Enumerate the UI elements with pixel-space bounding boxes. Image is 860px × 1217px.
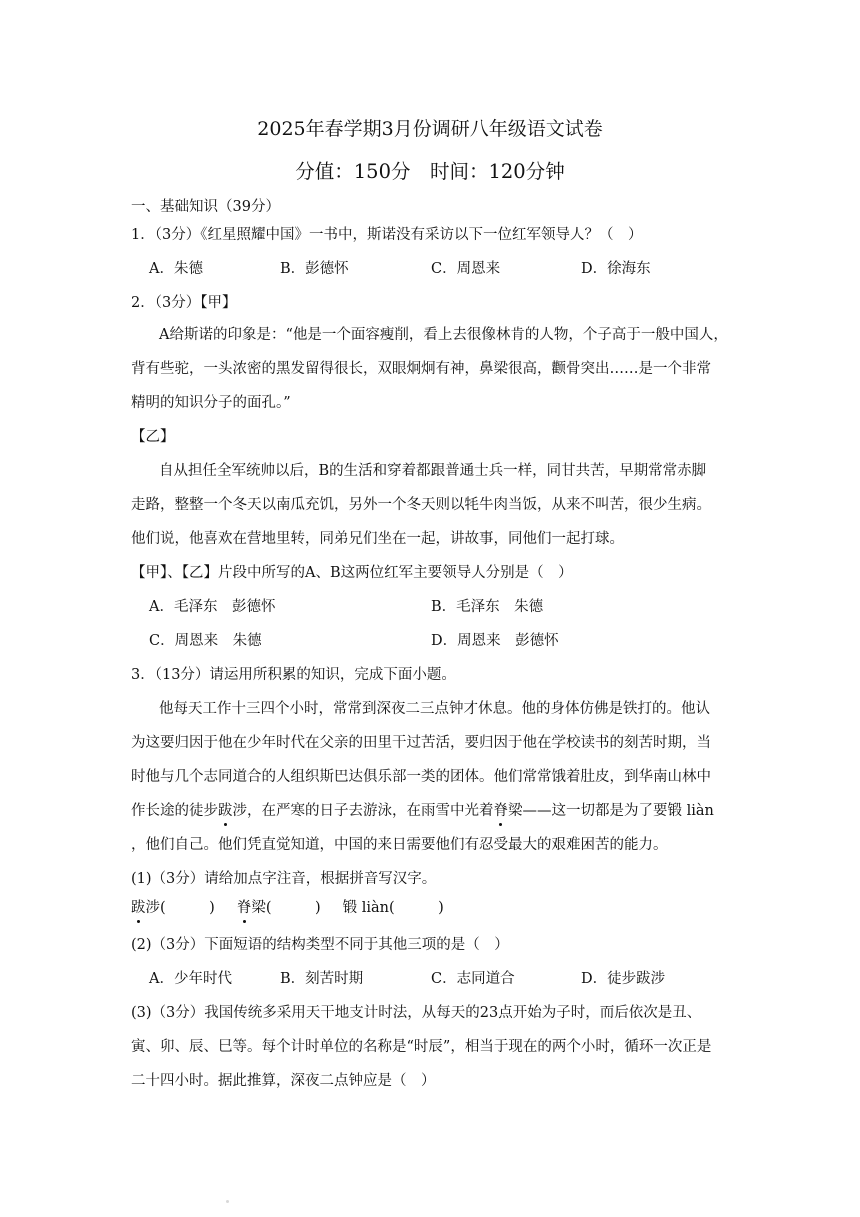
q3-passage-line-4 <box>131 801 714 821</box>
q2-option-d: D．周恩来 彭德怀 <box>431 633 559 649</box>
dotted-char-ba: 跋 <box>218 803 233 819</box>
q3-sub2-option-d: D．徒步跋涉 <box>581 971 666 987</box>
q1-stem: 1．（3分）《红星照耀中国》一书中，斯诺没有采访以下一位红军领导人？（ ） <box>131 227 643 243</box>
q3-passage-line-2: 为这要归因于他在少年时代在父亲的田里干过苦活，要归因于他在学校读书的刻苦时期，当 <box>131 735 711 751</box>
q2-yi-line-2: 走路，整整一个冬天以南瓜充饥，另外一个冬天则以牦牛肉当饭，从来不叫苦，很少生病。 <box>131 497 711 513</box>
q3-sub2-option-a: A．少年时代 <box>149 971 232 987</box>
q2-option-a: A．毛泽东 彭德怀 <box>149 599 276 615</box>
q1-option-b: B．彭德怀 <box>280 261 349 277</box>
q2-yi-label: 【乙】 <box>131 429 175 445</box>
answer-blank-bashe: 涉( ) <box>145 900 215 916</box>
answer-blank-jiliang: 梁( ) <box>251 900 321 916</box>
dotted-char-ji: 脊 <box>493 803 508 819</box>
q2-jia-line-1: A给斯诺的印象是：“他是一个面容瘦削，看上去很像林肯的人物，个子高于一般中国人， <box>159 327 728 343</box>
q3-sub3-line-1: (3)（3分）我国传统多采用天干地支计时法，从每天的23点开始为子时，而后依次是丑、 <box>131 1005 702 1021</box>
q3-sub3-line-2: 寅、卯、辰、巳等。每个计时单位的名称是“时辰”，相当于现在的两个小时，循环一次正是 <box>131 1039 712 1055</box>
passage-text: 梁——这一切都是为了要锻 liàn <box>508 803 714 819</box>
q3-passage-line-1: 他每天工作十三四个小时，常常到深夜二三点钟才休息。他的身体仿佛是铁打的。他认 <box>159 701 710 717</box>
passage-text: 涉，在严寒的日子去游泳，在雨雪中光着 <box>232 803 494 819</box>
q3-sub2-option-b: B．刻苦时期 <box>280 971 364 987</box>
q3-stem: 3．（13分）请运用所积累的知识，完成下面小题。 <box>131 667 456 683</box>
q3-passage-line-5: ，他们自己。他们凭直觉知道，中国的来日需要他们有忍受最大的艰难困苦的能力。 <box>131 837 668 853</box>
q3-sub3-line-3: 二十四小时。据此推算，深夜二点钟应是（ ） <box>131 1073 436 1089</box>
q2-stem: 2．（3分）【甲】 <box>131 295 237 311</box>
exam-title: 2025年春学期3月份调研八年级语文试卷 <box>257 118 603 140</box>
q3-sub1-stem: (1)（3分）请给加点字注音，根据拼音写汉字。 <box>131 871 437 887</box>
q2-yi-line-3: 他们说，他喜欢在营地里转，同弟兄们坐在一起，讲故事，同他们一起打球。 <box>131 531 624 547</box>
section-heading: 一、基础知识（39分） <box>131 199 280 215</box>
q2-yi-line-1: 自从担任全军统帅以后，B的生活和穿着都跟普通士兵一样，同甘共苦，早期常常赤脚 <box>159 463 707 479</box>
q3-passage-line-3: 时他与几个志同道合的人组织斯巴达俱乐部一类的团体。他们常常饿着肚皮，到华南山林中 <box>131 769 711 785</box>
q2-question: 【甲】、【乙】片段中所写的A、B这两位红军主要领导人分别是（ ） <box>131 565 573 581</box>
q3-sub2-stem: (2)（3分）下面短语的结构类型不同于其他三项的是（ ） <box>131 937 509 953</box>
dotted-char-ba: 跋 <box>131 900 146 916</box>
q1-option-d: D．徐海东 <box>581 261 651 277</box>
dotted-char-ji: 脊 <box>236 900 252 916</box>
q2-option-c: C．周恩来 朱德 <box>149 633 262 649</box>
q1-option-c: C．周恩来 <box>431 261 501 277</box>
q3-sub2-option-c: C．志同道合 <box>431 971 515 987</box>
page-speck <box>226 1200 229 1203</box>
q1-option-a: A．朱德 <box>149 261 203 277</box>
exam-subtitle: 分值：150分 时间：120分钟 <box>295 160 565 183</box>
passage-text: 作长途的徒步 <box>131 803 218 819</box>
answer-blank-duanlian: 锻 liàn( ) <box>342 900 444 916</box>
q2-jia-line-3: 精明的知识分子的面孔。” <box>131 395 291 411</box>
q3-sub1-answers <box>131 898 444 918</box>
q2-jia-line-2: 背有些驼，一头浓密的黑发留得很长，双眼炯炯有神，鼻梁很高，颧骨突出……是一个非常 <box>131 361 711 377</box>
q2-option-b: B．毛泽东 朱德 <box>431 599 544 615</box>
